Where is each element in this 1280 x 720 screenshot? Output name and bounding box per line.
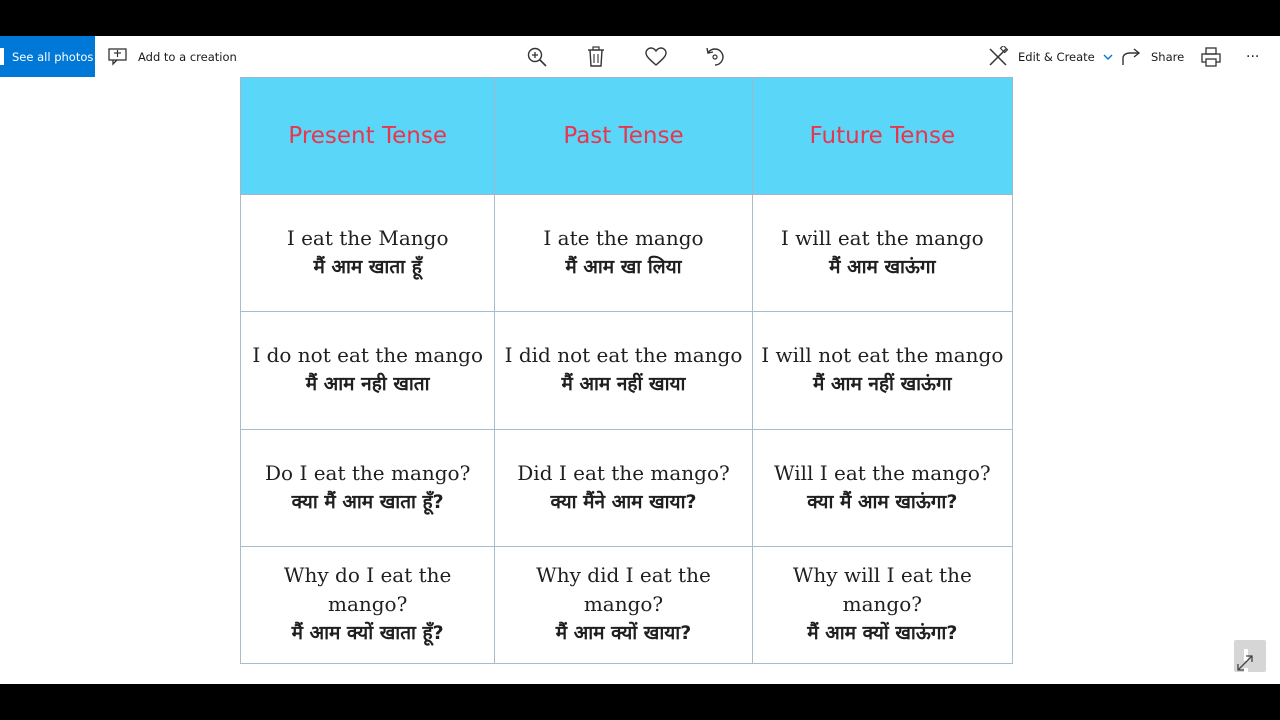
hindi-sentence: मैं आम क्यों खाऊंगा? (807, 622, 958, 645)
edit-create-label: Edit & Create (1018, 49, 1095, 64)
more-icon: ··· (1246, 48, 1260, 65)
favorite-button[interactable] (644, 36, 668, 77)
header-past-tense: Past Tense (495, 78, 752, 195)
hindi-sentence: क्या मैंने आम खाया? (550, 490, 697, 513)
tense-image (240, 77, 1013, 664)
table-cell (495, 312, 752, 429)
share-icon (1119, 45, 1143, 69)
active-indicator (0, 48, 4, 65)
table-cell (495, 429, 752, 546)
delete-icon (584, 45, 608, 69)
english-sentence: Why will I eat the mango? (792, 563, 972, 617)
hindi-sentence: मैं आम नही खाता (305, 373, 430, 396)
table-cell (495, 546, 752, 663)
fullscreen-button[interactable] (1234, 640, 1266, 672)
add-creation-icon (106, 45, 130, 69)
delete-button[interactable] (584, 36, 608, 77)
table-cell (241, 546, 495, 663)
add-to-creation-button[interactable] (106, 36, 237, 77)
table-cell (752, 312, 1012, 429)
english-sentence: I ate the mango (543, 226, 704, 251)
see-all-photos-button[interactable] (0, 36, 95, 77)
table-row (241, 195, 1013, 312)
tense-table (240, 77, 1013, 664)
table-row (241, 546, 1013, 663)
zoom-in-icon (525, 45, 549, 69)
english-sentence: Why did I eat the mango? (536, 563, 711, 617)
edit-create-icon (986, 45, 1010, 69)
hindi-sentence: मैं आम क्यों खाया? (555, 622, 692, 645)
table-cell (241, 429, 495, 546)
english-sentence: I will eat the mango (780, 226, 984, 251)
table-cell (752, 546, 1012, 663)
more-options-button[interactable] (1246, 36, 1259, 77)
hindi-sentence: क्या मैं आम खाऊंगा? (807, 490, 958, 513)
zoom-button[interactable] (525, 36, 549, 77)
table-cell (752, 429, 1012, 546)
chevron-down-icon (1103, 50, 1113, 63)
hindi-sentence: मैं आम नहीं खाऊंगा (813, 373, 952, 396)
table-cell (752, 195, 1012, 312)
table-cell (241, 312, 495, 429)
table-cell (495, 195, 752, 312)
hindi-sentence: मैं आम खाऊंगा (829, 256, 936, 279)
photos-app-window (0, 36, 1280, 684)
print-button[interactable] (1199, 36, 1223, 77)
hindi-sentence: मैं आम खाता हूँ (313, 256, 422, 279)
table-header-row (241, 78, 1013, 195)
print-icon (1199, 45, 1223, 69)
english-sentence: I will not eat the mango (761, 343, 1004, 368)
table-cell (241, 195, 495, 312)
share-label: Share (1151, 49, 1185, 64)
hindi-sentence: मैं आम क्यों खाता हूँ? (291, 622, 444, 645)
share-button[interactable] (1119, 36, 1184, 77)
english-sentence: Will I eat the mango? (774, 460, 991, 485)
table-row (241, 429, 1013, 546)
header-future-tense: Future Tense (752, 78, 1012, 195)
hindi-sentence: मैं आम नहीं खाया (561, 373, 686, 396)
english-sentence: I eat the Mango (286, 226, 449, 251)
english-sentence: Why do I eat the mango? (283, 563, 452, 617)
rotate-button[interactable] (703, 36, 727, 77)
heart-icon (644, 45, 668, 69)
photos-toolbar (0, 36, 1280, 77)
table-row (241, 312, 1013, 429)
hindi-sentence: क्या मैं आम खाता हूँ? (291, 490, 444, 513)
header-present-tense: Present Tense (241, 78, 495, 195)
rotate-icon (703, 45, 727, 69)
see-all-photos-label: See all photos (12, 49, 94, 64)
english-sentence: Did I eat the mango? (517, 460, 730, 485)
edit-create-button[interactable] (986, 36, 1113, 77)
hindi-sentence: मैं आम खा लिया (565, 256, 682, 279)
english-sentence: I did not eat the mango (504, 343, 743, 368)
add-to-creation-label: Add to a creation (138, 49, 237, 64)
english-sentence: I do not eat the mango (252, 343, 483, 368)
english-sentence: Do I eat the mango? (265, 460, 471, 485)
